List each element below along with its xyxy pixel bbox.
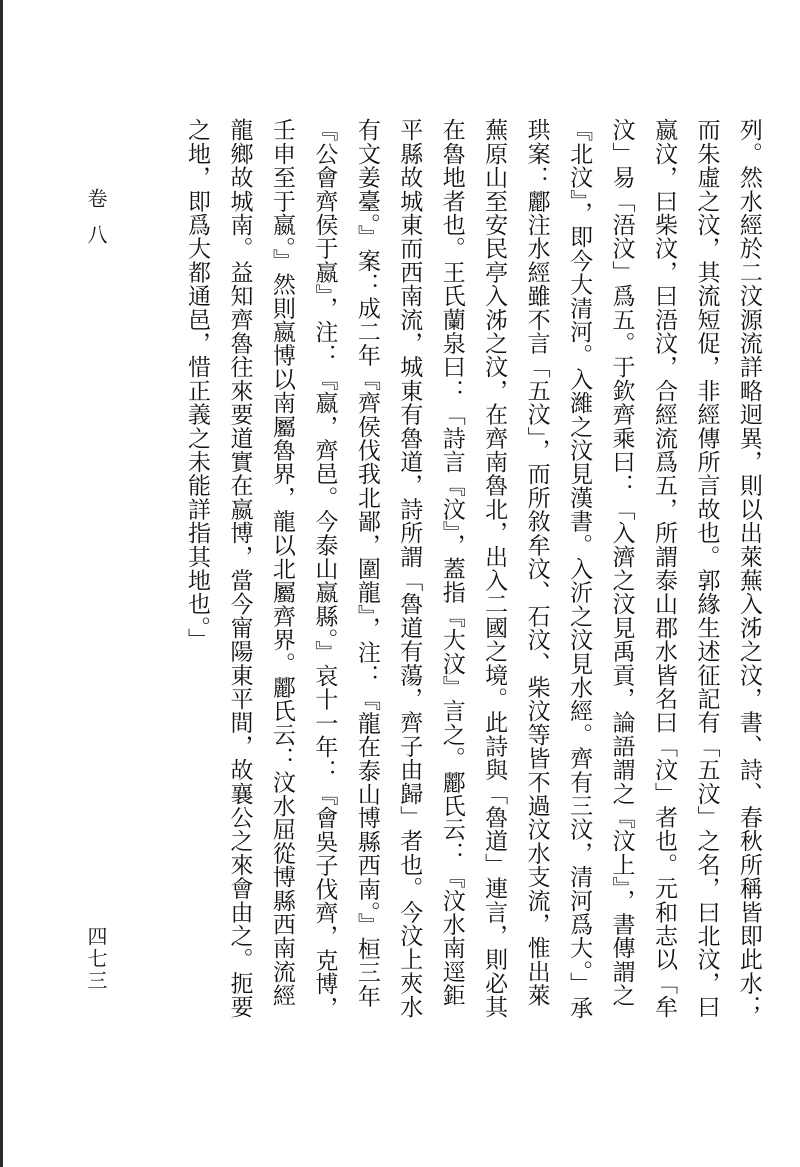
text-column: 平縣故城東而西南流，城東有魯道，詩所謂「魯道有蕩，齊子由歸」者也。今汶上夾水 xyxy=(396,118,423,1019)
text-column: 之地，即爲大都通邑，惜正義之未能詳指其地也。」 xyxy=(184,118,210,652)
text-column: 龍鄉故城南。益知齊魯往來要道實在嬴博，當今甯陽東平間，故襄公之來會由之。扼要 xyxy=(226,118,253,1019)
text-column: 嬴汶，曰柴汶，曰浯汶，合經流爲五，所謂泰山郡水皆名曰「汶」者也。元和志以「牟 xyxy=(650,118,677,1019)
text-column: 蕪原山至安民亭入泲之汶，在齊南魯北，出入二國之境。此詩與「魯道」連言，則必其 xyxy=(481,118,508,1019)
text-column: 而朱虛之汶，其流短促，非經傳所言故也。郭緣生述征記有「五汶」之名，曰北汶，曰 xyxy=(693,118,720,1019)
page-number: 四七三 xyxy=(84,926,108,992)
running-head: 卷八 xyxy=(84,188,108,260)
text-column: 在魯地者也。王氏蘭泉曰：「詩言『汶』，蓋指『大汶』言之。酈氏云：『汶水南逕鉅 xyxy=(438,118,465,1008)
text-column: 汶」易「浯汶」爲五。于欽齊乘曰：「入濟之汶見禹貢，論語謂之『汶上』，書傳謂之 xyxy=(608,118,635,1008)
text-column: 『北汶』，即今大清河。入濰之汶見漢書。入沂之汶見水經。齊有三汶，清河爲大。」承 xyxy=(566,118,593,1020)
text-block xyxy=(182,118,760,1058)
text-column: 珙案：酈注水經雖不言「五汶」，而所敘牟汶、石汶、柴汶等皆不過汶水支流，惟出萊 xyxy=(523,118,550,1008)
text-column: 有文姜臺。』案：成二年『齊侯伐我北鄙，圍龍』，注：『龍在泰山博縣西南。』桓三年 xyxy=(353,118,380,1008)
page-edge-line xyxy=(0,0,3,1167)
text-column: 列。然水經於二汶源流詳略迥異，則以出萊蕪入泲之汶，書、詩、春秋所稱皆即此水； xyxy=(735,118,762,1019)
text-column: 壬申至于嬴。』然則嬴博以南屬魯界，龍以北屬齊界。酈氏云：汶水屈從博縣西南流經 xyxy=(268,118,295,1008)
text-column: 『公會齊侯于嬴』，注：『嬴，齊邑。今泰山嬴縣。』哀十一年：『會吳子伐齊，克博， xyxy=(311,118,338,1020)
